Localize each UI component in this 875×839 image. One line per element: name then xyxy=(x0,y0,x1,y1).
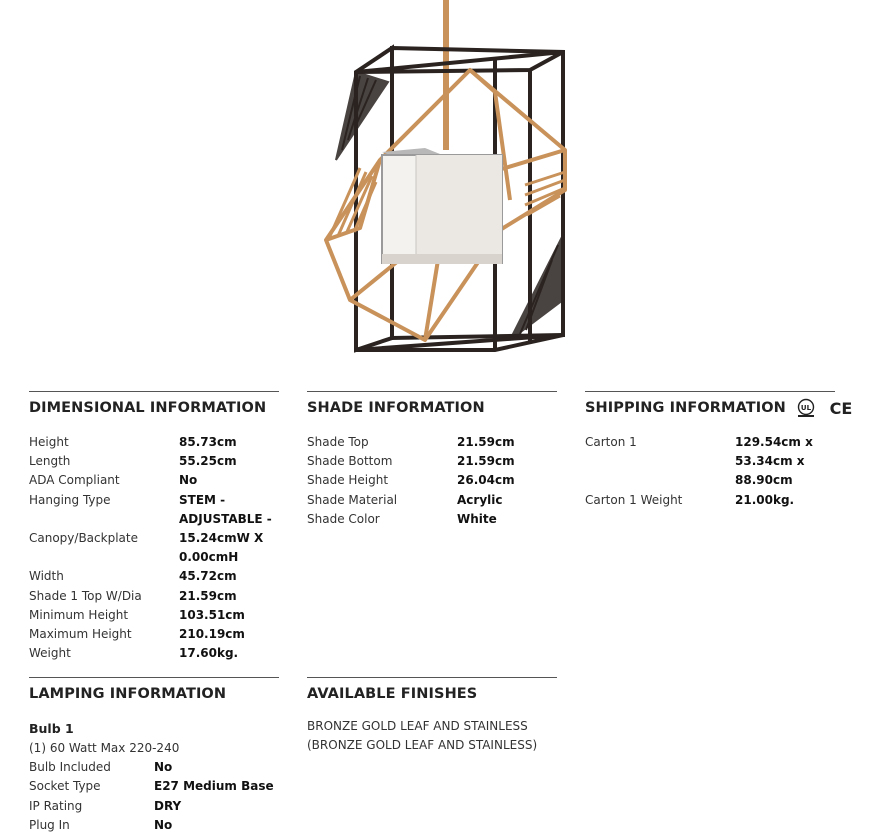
spec-label: Maximum Height xyxy=(29,627,132,642)
spec-value: 129.54cm x 53.34cm x 88.90cm xyxy=(735,435,813,488)
spec-label: Plug In xyxy=(29,817,70,832)
spec-value: 210.19cm xyxy=(179,627,245,642)
dark-slat-panel-right xyxy=(510,235,563,340)
spec-row xyxy=(307,452,557,471)
spec-row xyxy=(307,491,557,510)
spec-row xyxy=(29,529,279,567)
product-image xyxy=(320,0,575,358)
spec-label: Height xyxy=(29,435,69,449)
spec-value: 21.59cm xyxy=(457,435,515,449)
spec-label: Length xyxy=(29,454,71,469)
bulb-description: (1) 60 Watt Max 220-240 xyxy=(29,741,180,755)
shipping-rows xyxy=(585,433,835,510)
spec-label: Canopy/Backplate xyxy=(29,531,138,546)
spec-value: 21.00kg. xyxy=(735,492,795,507)
finishes-text xyxy=(307,717,557,755)
spec-value: DRY xyxy=(154,798,182,813)
spec-row xyxy=(29,606,279,625)
shade-section xyxy=(307,391,557,529)
spec-value: 21.59cm xyxy=(457,454,515,469)
pendant-stem xyxy=(443,0,449,150)
spec-label: Shade Height xyxy=(307,473,389,488)
spec-value: STEM - ADJUSTABLE - xyxy=(179,492,272,526)
spec-row xyxy=(29,433,279,452)
spec-label: Bulb Included xyxy=(29,760,111,775)
ul-mark-text: UL xyxy=(800,404,812,412)
spec-label: Hanging Type xyxy=(29,492,111,507)
spec-row xyxy=(29,625,279,644)
spec-value: 55.25cm xyxy=(179,454,237,469)
spec-value: 26.04cm xyxy=(457,473,515,488)
spec-label: Shade 1 Top W/Dia xyxy=(29,588,142,603)
spec-value: 17.60kg. xyxy=(179,646,239,661)
spec-label: Shade Material xyxy=(307,492,398,507)
spec-row xyxy=(29,452,279,471)
spec-value: Acrylic xyxy=(457,492,503,507)
spec-row xyxy=(29,567,279,586)
spec-label: Width xyxy=(29,569,64,584)
spec-row xyxy=(307,433,557,452)
spec-row xyxy=(29,587,279,606)
shipping-section xyxy=(585,391,853,510)
spec-row xyxy=(29,797,279,816)
spec-value: 45.72cm xyxy=(179,569,237,584)
spec-label: Shade Color xyxy=(307,511,380,526)
spec-label: Carton 1 Weight xyxy=(585,492,683,507)
spec-row xyxy=(29,644,279,663)
spec-value: No xyxy=(179,473,198,488)
spec-value: 85.73cm xyxy=(179,435,237,449)
spec-row xyxy=(307,510,557,529)
spec-value: 103.51cm xyxy=(179,607,245,622)
spec-value: E27 Medium Base xyxy=(154,779,274,794)
dimensional-section xyxy=(29,391,279,663)
shade-cube xyxy=(382,148,502,264)
ce-mark-icon xyxy=(828,399,854,417)
ul-listed-icon xyxy=(795,398,819,418)
spec-row xyxy=(29,816,279,835)
finishes-title: AVAILABLE FINISHES xyxy=(307,686,478,702)
finishes-section xyxy=(307,677,557,755)
spec-row xyxy=(29,777,279,796)
spec-row xyxy=(307,471,557,490)
spec-row xyxy=(29,491,279,529)
spec-label: Shade Top xyxy=(307,435,369,449)
spec-label: Shade Bottom xyxy=(307,454,393,469)
spec-row xyxy=(585,491,835,510)
dimensional-title: DIMENSIONAL INFORMATION xyxy=(29,400,267,416)
shipping-title: SHIPPING INFORMATION xyxy=(585,400,786,416)
shade-rows xyxy=(307,433,557,529)
spec-label: ADA Compliant xyxy=(29,473,120,488)
lamping-section xyxy=(29,677,279,835)
spec-value: 21.59cm xyxy=(179,588,237,603)
finish-line-alt: (BRONZE GOLD LEAF AND STAINLESS) xyxy=(307,738,538,753)
spec-value: No xyxy=(154,760,173,775)
spec-label: Socket Type xyxy=(29,779,101,794)
spec-value: No xyxy=(154,817,173,832)
lamping-title: LAMPING INFORMATION xyxy=(29,686,227,702)
spec-value: 15.24cmW X 0.00cmH xyxy=(179,531,264,565)
bulb-title: Bulb 1 xyxy=(29,721,74,736)
dark-slat-panel-left xyxy=(336,72,388,160)
spec-row xyxy=(29,471,279,490)
spec-value: White xyxy=(457,511,497,526)
spec-label: IP Rating xyxy=(29,798,83,813)
spec-row xyxy=(29,758,279,777)
spec-label: Weight xyxy=(29,646,71,661)
spec-row xyxy=(585,433,835,491)
shade-title: SHADE INFORMATION xyxy=(307,400,485,416)
ce-mark-text: CE xyxy=(829,399,853,417)
spec-label: Carton 1 xyxy=(585,435,637,449)
finish-line: BRONZE GOLD LEAF AND STAINLESS xyxy=(307,719,528,733)
shipping-title-row xyxy=(585,398,853,418)
dimensional-rows xyxy=(29,433,279,663)
spec-label: Minimum Height xyxy=(29,607,129,622)
